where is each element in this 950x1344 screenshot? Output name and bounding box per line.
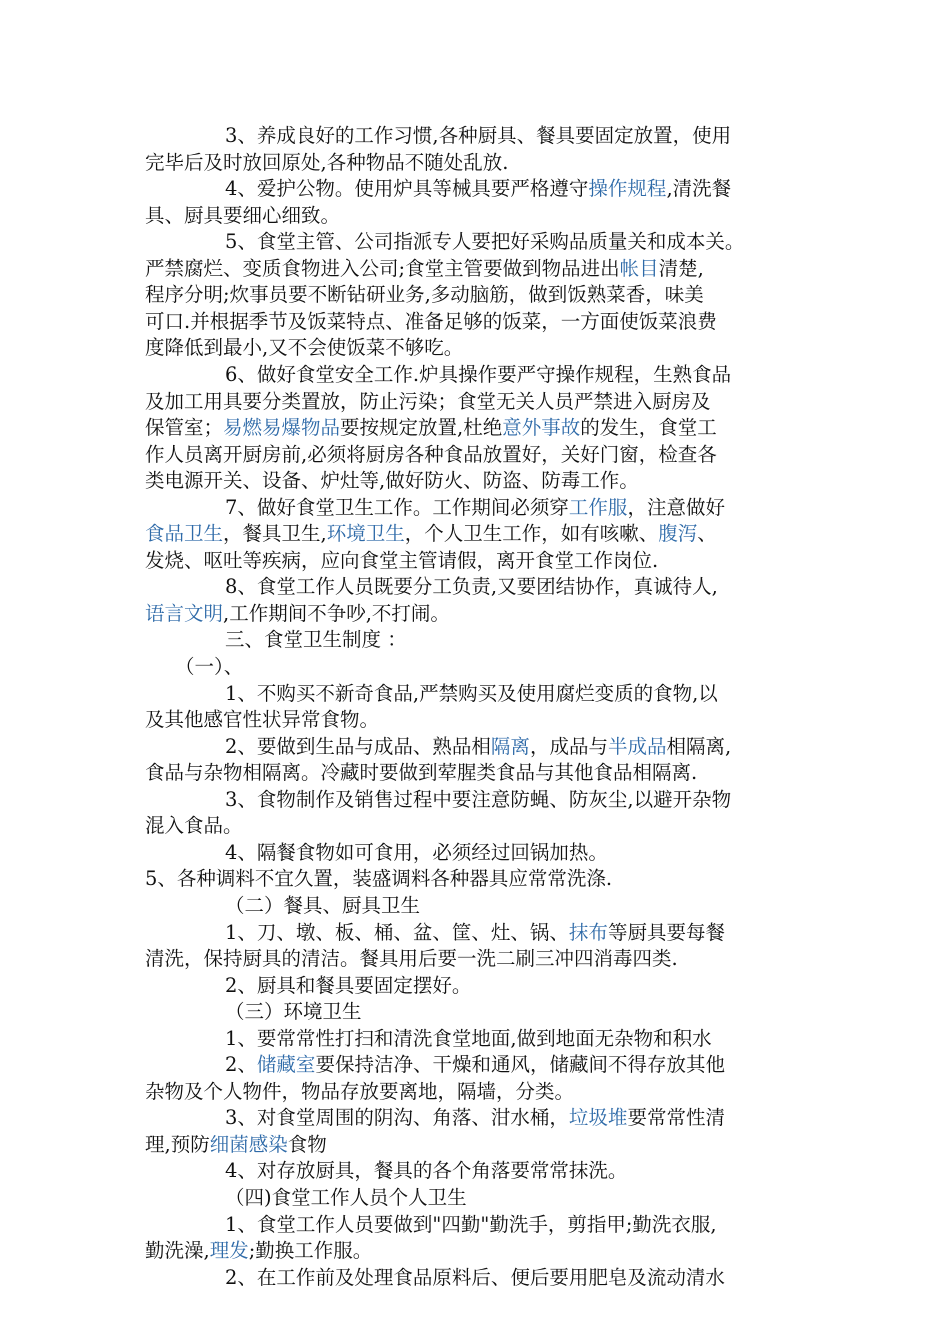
text-line xyxy=(145,149,508,177)
text-segment: 混入食品。 xyxy=(145,814,243,838)
text-line xyxy=(145,281,704,309)
text-segment: ，成品与 xyxy=(529,734,608,758)
text-line xyxy=(145,706,379,734)
text-line xyxy=(225,1184,467,1212)
text-line xyxy=(145,467,639,495)
keyword-link[interactable]: 环境卫生 xyxy=(326,522,405,546)
text-line xyxy=(225,1051,725,1079)
text-segment: （二）餐具、厨具卫生 xyxy=(225,893,421,917)
text-line xyxy=(225,733,731,761)
text-segment: 6、做好食堂安全工作.炉具操作要严守操作规程，生熟食品 xyxy=(225,362,732,386)
text-segment: 1、不购买不新奇食品,严禁购买及使用腐烂变质的食物,以 xyxy=(225,681,718,705)
keyword-link[interactable]: 储藏室 xyxy=(256,1053,316,1077)
keyword-link[interactable]: 腹泻 xyxy=(658,522,698,546)
text-segment: 的发生，食堂工 xyxy=(580,416,717,440)
text-segment: 2、要做到生品与成品、熟品相 xyxy=(225,734,491,758)
text-segment: 食物 xyxy=(287,1132,327,1156)
keyword-link[interactable]: 抹布 xyxy=(568,920,608,944)
keyword-link[interactable]: 垃圾堆 xyxy=(568,1106,628,1130)
text-line xyxy=(225,626,407,654)
text-segment: 要保持洁净、干燥和通风，储藏间不得存放其他 xyxy=(315,1053,725,1077)
text-segment: 清楚, xyxy=(658,256,704,280)
text-segment: 3、食物制作及销售过程中要注意防蝇、防灰尘,以避开杂物 xyxy=(225,787,732,811)
text-line xyxy=(225,573,718,601)
text-segment: 要常常性清 xyxy=(627,1106,725,1130)
text-line xyxy=(145,1078,574,1106)
text-line xyxy=(145,1131,327,1159)
text-segment: ,工作期间不争吵,不打闹。 xyxy=(223,601,450,625)
text-segment: 2、厨具和餐具要固定摆好。 xyxy=(225,973,472,997)
text-segment: 1、要常常性打扫和清洗食堂地面,做到地面无杂物和积水 xyxy=(225,1026,712,1050)
text-line xyxy=(145,255,704,283)
text-line xyxy=(225,680,718,708)
keyword-link[interactable]: 食品卫生 xyxy=(145,522,224,546)
text-segment: 食品与杂物相隔离。冷藏时要做到荤腥类食品与其他食品相隔离. xyxy=(145,761,698,785)
text-line xyxy=(225,998,362,1026)
text-segment: ，注意做好 xyxy=(627,495,725,519)
text-segment: 1、刀、墩、板、桶、盆、筐、灶、锅、 xyxy=(225,920,569,944)
keyword-link[interactable]: 理发 xyxy=(209,1239,249,1263)
text-segment: 4、隔餐食物如可食用，必须经过回锅加热。 xyxy=(225,840,608,864)
text-line xyxy=(145,865,612,893)
text-segment: 程序分明;炊事员要不断钻研业务,多动脑筋，做到饭熟菜香，味美 xyxy=(145,283,704,307)
text-line xyxy=(225,1264,725,1292)
text-line xyxy=(145,414,717,442)
text-segment: 理,预防 xyxy=(145,1132,210,1156)
text-segment: 1、食堂工作人员要做到"四勤"勤洗手，剪指甲;勤洗衣服, xyxy=(225,1212,717,1236)
text-line xyxy=(225,1211,717,1239)
text-line xyxy=(145,202,340,230)
text-line xyxy=(145,520,717,548)
text-segment: 3、对食堂周围的阴沟、角落、泔水桶， xyxy=(225,1106,569,1130)
keyword-link[interactable]: 意外事故 xyxy=(502,416,581,440)
text-line xyxy=(145,388,711,416)
keyword-link[interactable]: 隔离 xyxy=(490,734,530,758)
text-segment: 及加工用具要分类置放，防止污染；食堂无关人员严禁进入厨房及 xyxy=(145,389,711,413)
text-segment: 勤洗澡, xyxy=(145,1239,210,1263)
text-line xyxy=(145,1237,372,1265)
text-line xyxy=(225,122,731,150)
text-segment: 三、食堂卫生制度 ： xyxy=(225,628,407,652)
text-line xyxy=(145,945,678,973)
text-line xyxy=(225,892,420,920)
text-line xyxy=(225,919,725,947)
text-segment: 及其他感官性状异常食物。 xyxy=(145,708,380,732)
text-segment: 2、 xyxy=(225,1053,257,1077)
text-segment: 杂物及个人物件，物品存放要离地，隔墙，分类。 xyxy=(145,1079,575,1103)
text-segment: 严禁腐烂、变质食物进入公司;食堂主管要做到物品进出 xyxy=(145,256,620,280)
text-segment: 发烧、呕吐等疾病，应向食堂主管请假，离开食堂工作岗位. xyxy=(145,548,659,572)
text-segment: （四)食堂工作人员个人卫生 xyxy=(225,1186,467,1209)
text-line xyxy=(145,334,463,362)
text-segment: （一）、 xyxy=(175,655,244,678)
text-segment: 相隔离, xyxy=(666,734,732,758)
text-line xyxy=(225,361,731,389)
text-segment: 要按规定放置,杜绝 xyxy=(340,416,503,440)
text-segment: ，餐具卫生, xyxy=(223,522,327,546)
text-line xyxy=(225,494,725,522)
keyword-link[interactable]: 操作规程 xyxy=(588,177,667,201)
keyword-link[interactable]: 细菌感染 xyxy=(209,1132,288,1156)
keyword-link[interactable]: 易燃易爆物品 xyxy=(223,416,341,440)
text-segment: 作人员离开厨房前,必须将厨房各种食品放置好，关好门窗，检查各 xyxy=(145,442,717,466)
text-segment: ;勤换工作服。 xyxy=(248,1239,373,1263)
text-line xyxy=(145,812,243,840)
text-segment: 等厨具要每餐 xyxy=(607,920,725,944)
text-line xyxy=(225,228,744,256)
text-segment: 2、在工作前及处理食品原料后、便后要用肥皂及流动清水 xyxy=(225,1265,725,1289)
text-line xyxy=(225,175,731,203)
text-line xyxy=(145,759,697,787)
text-line xyxy=(225,786,731,814)
keyword-link[interactable]: 工作服 xyxy=(568,495,628,519)
text-segment: 清洗，保持厨具的清洁。餐具用后要一洗二刷三冲四消毒四类. xyxy=(145,947,678,971)
keyword-link[interactable]: 半成品 xyxy=(607,734,667,758)
text-segment: 7、做好食堂卫生工作。工作期间必须穿 xyxy=(225,495,569,519)
text-line xyxy=(225,839,608,867)
text-segment: 4、对存放厨具，餐具的各个角落要常常抹洗。 xyxy=(225,1159,628,1183)
text-line xyxy=(145,547,658,575)
text-line xyxy=(225,1025,712,1053)
text-segment: 类电源开关、设备、炉灶等,做好防火、防盗、防毒工作。 xyxy=(145,469,639,493)
text-segment: 、 xyxy=(697,522,717,546)
text-segment: 3、养成良好的工作习惯,各种厨具、餐具要固定放置，使用 xyxy=(225,124,732,147)
text-segment: 5、食堂主管、公司指派专人要把好采购品质量关和成本关。 xyxy=(225,230,745,254)
text-line xyxy=(145,600,450,628)
text-segment: ，个人卫生工作，如有咳嗽、 xyxy=(404,522,659,546)
keyword-link[interactable]: 帐目 xyxy=(619,256,659,280)
text-segment: 8、食堂工作人员既要分工负责,又要团结协作，真诚待人, xyxy=(225,575,718,599)
text-segment: 度降低到最小,又不会使饭菜不够吃。 xyxy=(145,336,464,360)
keyword-link[interactable]: 语言文明 xyxy=(145,601,224,625)
text-line xyxy=(225,972,471,1000)
text-segment: （三）环境卫生 xyxy=(225,1000,362,1024)
text-segment: 具、厨具要细心细致。 xyxy=(145,203,341,227)
text-segment: ,清洗餐 xyxy=(666,177,732,201)
text-segment: 4、爱护公物。使用炉具等械具要严格遵守 xyxy=(225,177,589,201)
text-line xyxy=(225,1104,725,1132)
text-segment: 保管室； xyxy=(145,416,224,440)
text-segment: 5、各种调料不宜久置，装盛调料各种器具应常常洗涤. xyxy=(145,867,613,891)
text-line xyxy=(145,308,717,336)
text-line xyxy=(145,441,717,469)
text-line xyxy=(225,1157,627,1185)
text-line xyxy=(175,653,243,681)
text-segment: 完毕后及时放回原处,各种物品不随处乱放. xyxy=(145,150,509,174)
text-segment: 可口.并根据季节及饭菜特点、准备足够的饭菜，一方面使饭菜浪费 xyxy=(145,309,717,333)
